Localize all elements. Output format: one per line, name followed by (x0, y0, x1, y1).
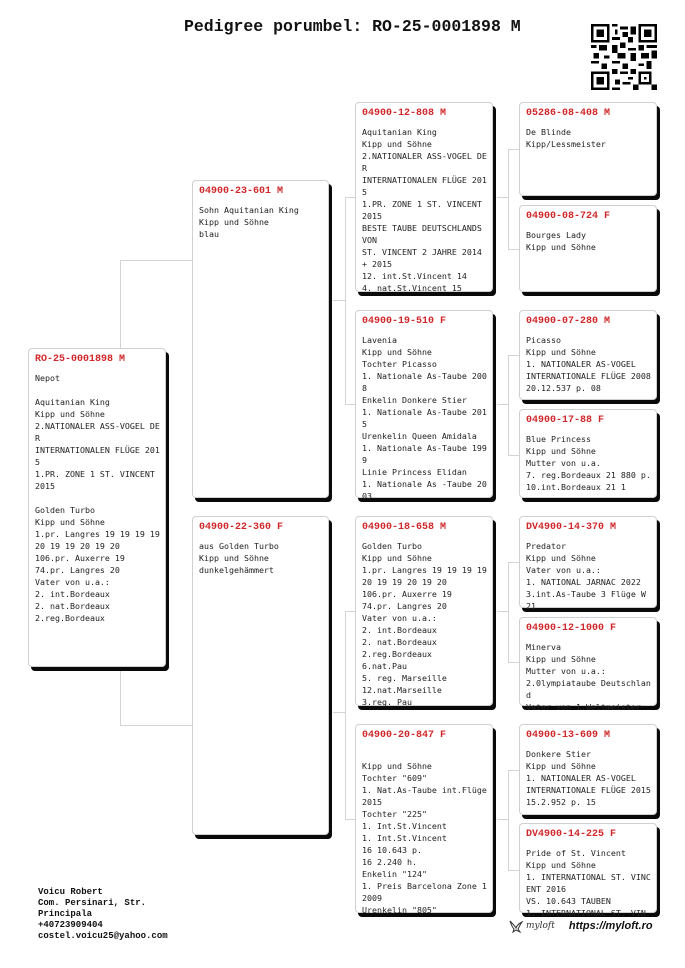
pigeon-info: Kipp und Söhne Tochter "609" 1. Nat.As-Taube int.Flüge 2015 Tochter "225" 1. Int.St.Vincent 1. Int.St.Vincent 16 10.643 p. 16 2.240 h. Enkelin "124" 1. Preis Barcelona Zone 1 2009 Urenkelin "805" (362, 761, 487, 915)
pigeon-card-gen3[interactable] (519, 516, 657, 611)
connector-line (508, 662, 519, 663)
pigeon-info: Golden Turbo Kipp und Söhne 1.pr. Langres 19 19 19 19 20 19 19 20 19 20 106.pr. Auxerre 19 74.pr. Langres 20 Vater von u.a.: 2. int.Bordeaux 2. nat.Bordeaux 2.reg.Bordeaux 6.nat.Pau 5. reg. Marseille 12.nat.Marseille 3.reg. Pau (362, 541, 487, 707)
ring-number: 04900-17-88 F (526, 415, 605, 426)
connector-line (345, 197, 346, 404)
pigeon-info: Aquitanian King Kipp und Söhne 2.NATIONALER ASS-VOGEL DER INTERNATIONALEN FLÜGE 2015 1.PR. ZONE 1 ST. VINCENT 2015 BESTE TAUBE DEUTSCHLANDS VON ST. VINCENT 2 JAHRE 2014 + 2015 12. int.St.Vincent 14 4. nat.St.Vincent 15 (362, 127, 487, 293)
owner-email[interactable]: costel.voicu25@yahoo.com (38, 931, 168, 941)
connector-line (120, 670, 121, 726)
pigeon-card-granddam-paternal[interactable] (355, 310, 493, 501)
connector-line (345, 197, 355, 198)
ring-number: RO-25-0001898 M (35, 354, 126, 365)
pigeon-card-sire[interactable] (192, 180, 329, 498)
pigeon-card-gen3[interactable] (519, 823, 657, 918)
ring-number: 05286-08-408 M (526, 108, 611, 119)
connector-line (508, 249, 519, 250)
owner-name: Voicu Robert (38, 887, 103, 897)
pigeon-info: De Blinde Kipp/Lessmeister (526, 127, 606, 149)
ring-number: 04900-23-601 M (199, 186, 284, 197)
pigeon-info: Bourges Lady Kipp und Söhne (526, 230, 596, 252)
pigeon-info: aus Golden Turbo Kipp und Söhne dunkelgehämmert (199, 541, 279, 575)
pigeon-info: Pride of St. Vincent Kipp und Söhne 1. INTERNATIONAL ST. VINCENT 2016 VS. 10.643 TAUBEN 1. INTERNATIONAL ST. VIN (526, 848, 651, 918)
pigeon-card-grandsire-paternal[interactable] (355, 102, 493, 292)
connector-line (345, 819, 355, 820)
connector-line (120, 260, 121, 348)
connector-line (508, 149, 519, 150)
pigeon-card-granddam-maternal[interactable] (355, 724, 493, 913)
pigeon-card-grandsire-maternal[interactable] (355, 516, 493, 706)
connector-line (497, 819, 508, 820)
brand-url-link[interactable]: https://myloft.ro (568, 920, 653, 932)
pigeon-card-subject[interactable] (28, 348, 166, 667)
ring-number: 04900-13-609 M (526, 730, 611, 741)
ring-number: 04900-20-847 F (362, 730, 447, 741)
pigeon-info: Picasso Kipp und Söhne 1. NATIONALER AS-VOGEL INTERNATIONALE FLÜGE 2008 20.12.537 p. 08 (526, 335, 651, 393)
ring-number: 04900-07-280 M (526, 316, 611, 327)
ring-number: 04900-12-1000 F (526, 623, 617, 634)
connector-line (345, 404, 355, 405)
connector-line (345, 611, 355, 612)
connector-line (508, 355, 519, 356)
owner-address: Principala (38, 909, 93, 919)
connector-line (508, 562, 509, 662)
connector-line (333, 712, 345, 713)
pigeon-card-gen3[interactable] (519, 205, 657, 292)
pigeon-info: Donkere Stier Kipp und Söhne 1. NATIONALER AS-VOGEL INTERNATIONALE FLÜGE 2015 15.2.952 p. 15 (526, 749, 651, 807)
connector-line (497, 197, 508, 198)
pigeon-card-gen3[interactable] (519, 724, 657, 815)
pigeon-card-gen3[interactable] (519, 102, 657, 196)
connector-line (508, 770, 519, 771)
brand (508, 918, 653, 934)
pigeon-info: Nepot Aquitanian King Kipp und Söhne 2.NATIONALER ASS-VOGEL DER INTERNATIONALEN FLÜGE 2015 1.PR. ZONE 1 ST. VINCENT 2015 Golden Turbo Kipp und Söhne 1.pr. Langres 19 19 19 19 20 19 19 20 19 20 106.pr. Auxerre 19 74.pr. Langres 20 Vater von u.a.: 2. int.Bordeaux 2. nat.Bordeaux 2.reg.Bordeaux (35, 373, 160, 623)
connector-line (508, 770, 509, 870)
page-title: Pedigree porumbel: RO-25-0001898 M (184, 17, 521, 36)
connector-line (508, 355, 509, 455)
ring-number: 04900-22-360 F (199, 522, 284, 533)
pigeon-icon (508, 918, 524, 934)
ring-number: 04900-19-510 F (362, 316, 447, 327)
owner-contact (38, 887, 168, 942)
ring-number: 04900-12-808 M (362, 108, 447, 119)
connector-line (508, 149, 509, 249)
ring-number: DV4900-14-225 F (526, 829, 617, 840)
pigeon-info: Blue Princess Kipp und Söhne Mutter von u.a. 7. reg.Bordeaux 21 880 p. 10.int.Bordeaux 21 1 (526, 434, 651, 492)
pigeon-card-dam[interactable] (192, 516, 329, 835)
qr-code-icon (591, 24, 657, 90)
pigeon-card-gen3[interactable] (519, 409, 657, 498)
ring-number: 04900-18-658 M (362, 522, 447, 533)
pigeon-info: Predator Kipp und Söhne Vater von u.a.: 1. NATIONAL JARNAC 2022 3.int.As-Taube 3 Flüge W 21 (526, 541, 646, 611)
pigeon-info: Minerva Kipp und Söhne Mutter von u.a.: 2.0lympiataube Deutschland Vater von 1.Weltmeister (526, 642, 651, 712)
pigeon-info: Sohn Aquitanian King Kipp und Söhne blau (199, 205, 299, 239)
brand-name: myloft (526, 921, 555, 931)
owner-address: Com. Persinari, Str. (38, 898, 147, 908)
pigeon-card-gen3[interactable] (519, 617, 657, 712)
myloft-logo (508, 918, 555, 934)
pigeon-info: Lavenia Kipp und Söhne Tochter Picasso 1. Nationale As-Taube 2008 Enkelin Donkere Stier 1. Nationale As-Taube 2015 Urenkelin Queen Amidala 1. Nationale As-Taube 1999 Linie Princess Elidan 1. Nationale As -Taube 2003 (362, 335, 487, 501)
connector-line (333, 300, 345, 301)
ring-number: 04900-08-724 F (526, 211, 611, 222)
connector-line (508, 562, 519, 563)
connector-line (120, 725, 192, 726)
ring-number: DV4900-14-370 M (526, 522, 617, 533)
connector-line (345, 611, 346, 819)
connector-line (508, 455, 519, 456)
connector-line (497, 404, 508, 405)
owner-phone: +40723909404 (38, 920, 103, 930)
connector-line (497, 611, 508, 612)
pigeon-card-gen3[interactable] (519, 310, 657, 400)
connector-line (508, 870, 519, 871)
connector-line (120, 260, 192, 261)
